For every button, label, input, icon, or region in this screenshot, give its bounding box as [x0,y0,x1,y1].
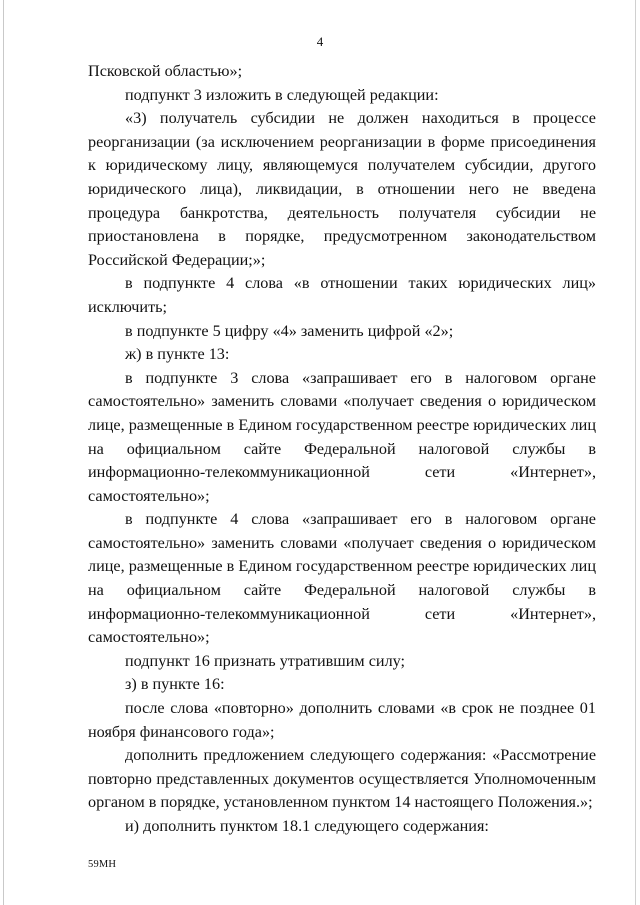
paragraph: з) в пункте 16: [125,675,225,694]
scan-edge-right [635,0,636,905]
paragraph: ж) в пункте 13: [125,345,230,364]
paragraph: подпункт 3 изложить в следующей редакции: [125,85,439,104]
paragraph: дополнить предложением следующего содержания: «Рассмотрение повторно представленных документов осуществляется Уполномоченным органом в порядке, установленном пунктом 14 настоящего Положения.»; [88,746,596,812]
document-code: 59МН [88,859,117,870]
paragraph: подпункт 16 признать утратившим силу; [125,651,406,670]
paragraph: Псковской областью»; [88,62,243,80]
paragraph: и) дополнить пунктом 18.1 следующего содержания: [125,817,489,835]
paragraph: в подпункте 3 слова «запрашивает его в налоговом органе самостоятельно» заменить словами «получает сведения о юридическом лице, размещенные в Едином государственном реестре юридических лиц на официальном сайте Федеральной налоговой службы в информационно-телекоммуникационной сети «Интернет», самостоятельно»; [88,368,596,505]
paragraph: в подпункте 5 цифру «4» заменить цифрой «2»; [125,321,454,340]
paragraph: после слова «повторно» дополнить словами «в срок не позднее 01 ноября финансового года»; [88,699,596,741]
document-body [88,60,596,839]
page-number: 4 [316,34,324,49]
scan-edge-left [3,0,4,905]
paragraph: в подпункте 4 слова «в отношении таких юридических лиц» исключить; [88,274,596,316]
paragraph: «3) получатель субсидии не должен находиться в процессе реорганизации (за исключением реорганизации в форме присоединения к юридическому лицу, являющемуся получателем субсидии, другого юридического лица), ликвидации, в отношении него не введена процедура банкротства, деятельность получателя субсидии не приостановлена в порядке, предусмотренном законодательством Российской Федерации;»; [88,109,596,269]
paragraph: в подпункте 4 слова «запрашивает его в налоговом органе самостоятельно» заменить словами «получает сведения о юридическом лице, размещенные в Едином государственном реестре юридических лиц на официальном сайте Федеральной налоговой службы в информационно-телекоммуникационной сети «Интернет», самостоятельно»; [88,510,596,647]
